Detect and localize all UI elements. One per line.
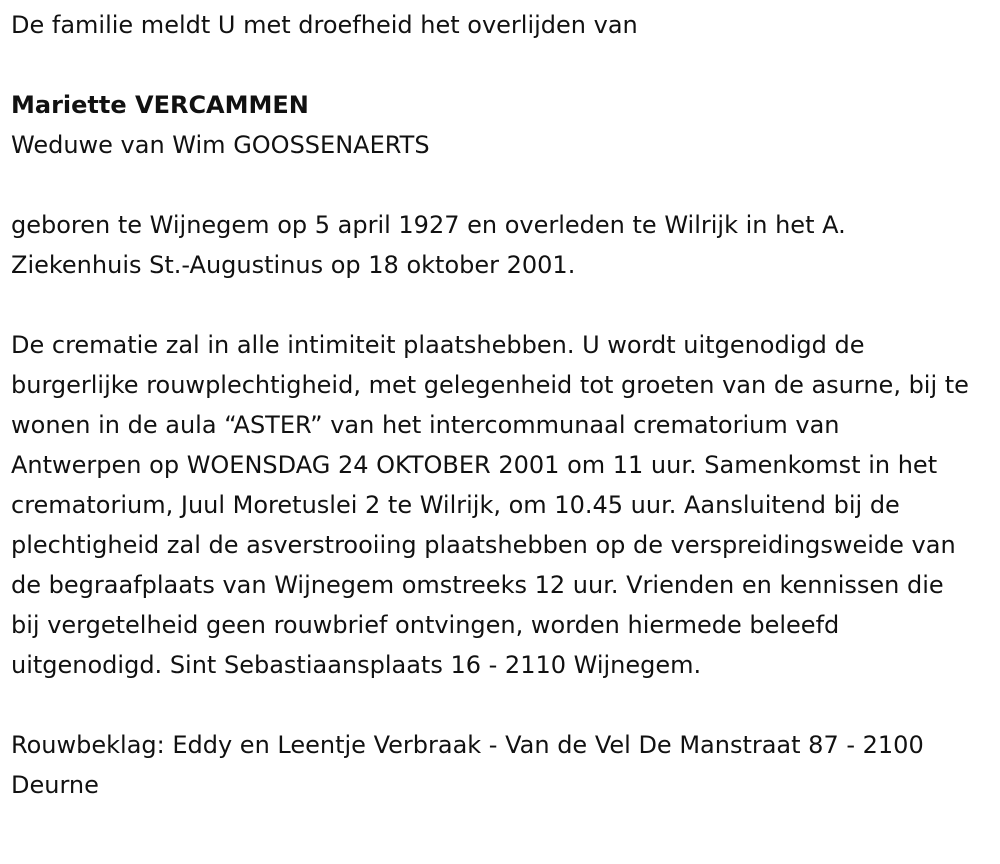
condolences-paragraph: Rouwbeklag: Eddy en Leentje Verbraak - Van de Vel De Manstraat 87 - 2100 Deurne — [11, 731, 924, 799]
intro-text: De familie meldt U met droefheid het overlijden van — [11, 11, 638, 39]
deceased-name: Mariette VERCAMMEN — [11, 91, 309, 119]
birth-death-paragraph: geboren te Wijnegem op 5 april 1927 en overleden te Wilrijk in het A. Ziekenhuis St.-Augustinus op 18 oktober 2001. — [11, 211, 846, 279]
spacer — [11, 685, 976, 725]
spacer — [11, 165, 976, 205]
relation-text: Weduwe van Wim GOOSSENAERTS — [11, 131, 430, 159]
ceremony-paragraph: De crematie zal in alle intimiteit plaatshebben. U wordt uitgenodigd de burgerlijke rouwplechtigheid, met gelegenheid tot groeten van de asurne, bij te wonen in de aula “ASTER” van het intercommunaal crematorium van Antwerpen op WOENSDAG 24 OKTOBER 2001 om 11 uur. Samenkomst in het crematorium, Juul Moretuslei 2 te Wilrijk, om 10.45 uur. Aansluitend bij de plechtigheid zal de asverstrooiing plaatshebben op de verspreidingsweide van de begraafplaats van Wijnegem omstreeks 12 uur. Vrienden en kennissen die bij vergetelheid geen rouwbrief ontvingen, worden hiermede beleefd uitgenodigd. Sint Sebastiaansplaats 16 - 2110 Wijnegem. — [11, 331, 969, 679]
spacer — [11, 285, 976, 325]
spacer — [11, 45, 976, 85]
